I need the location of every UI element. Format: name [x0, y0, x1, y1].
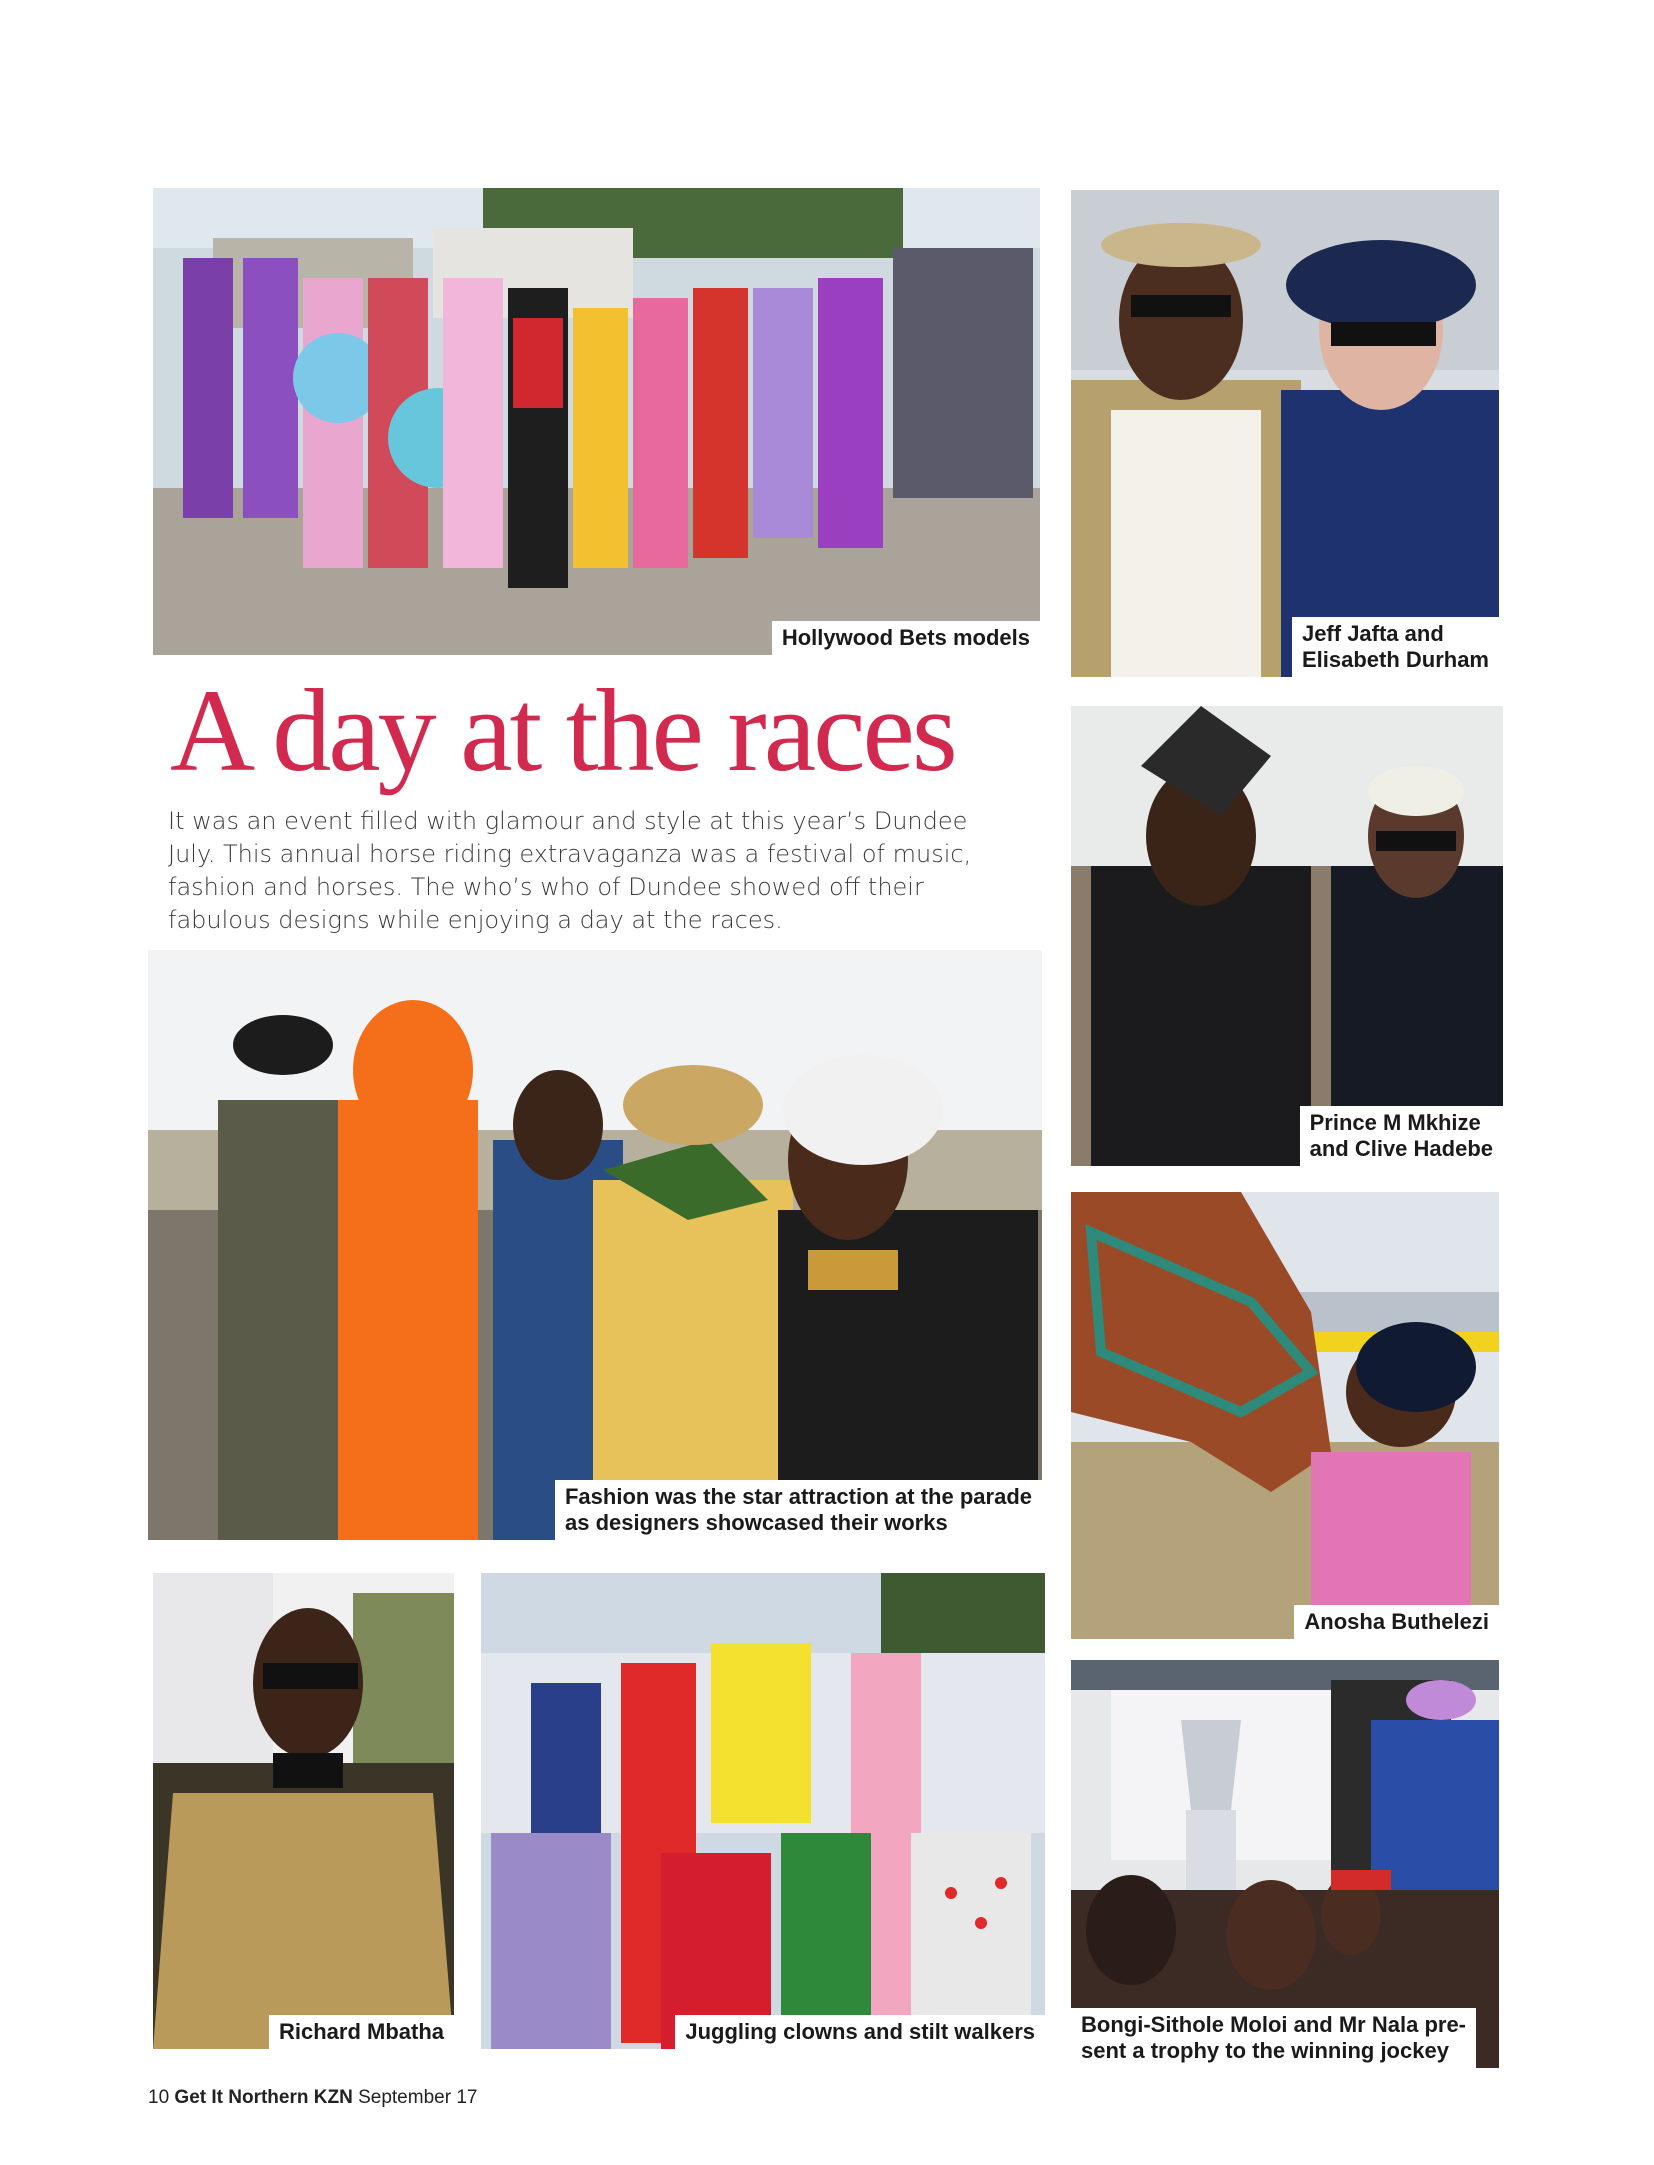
photo-mbatha-image [153, 1573, 454, 2049]
article-intro: It was an event filled with glamour and style at this year’s Dundee July. This annual horse riding extravaganza was a festival of music, fashion and horses. The who’s who of Dundee showed off their fabulous designs while enjoying a day at the races. [168, 807, 972, 934]
caption-line-2: as designers showcased their works [564, 1510, 948, 1535]
caption-juggling-clowns: Juggling clowns and stilt walkers [675, 2015, 1045, 2049]
photo-trophy-image [1071, 1660, 1499, 2068]
photo-mkhize-image [1071, 706, 1503, 1166]
caption-trophy-presentation [1071, 2008, 1476, 2068]
caption-line-1: Jeff Jafta and [1301, 621, 1444, 646]
photo-trophy-presentation [1071, 1660, 1499, 2068]
photo-models-image [153, 188, 1040, 655]
caption-prince-mkhize-clive-hadebe [1300, 1106, 1503, 1166]
article-headline: A day at the races [170, 665, 955, 796]
publication-name: Get It Northern KZN [174, 2087, 353, 2108]
issue-date: September 17 [358, 2087, 478, 2108]
caption-line-2: sent a trophy to the winning jockey [1081, 2038, 1449, 2063]
caption-jeff-jafta-elisabeth-durham [1292, 617, 1499, 677]
photo-clowns-image [481, 1573, 1045, 2049]
page-footer [148, 2087, 477, 2109]
photo-jeff-jafta-elisabeth-durham [1071, 190, 1499, 677]
photo-hollywood-bets-models [153, 188, 1040, 655]
photo-richard-mbatha [153, 1573, 454, 2049]
photo-jafta-image [1071, 190, 1499, 677]
photo-fashion-parade [148, 950, 1042, 1540]
caption-line-2: and Clive Hadebe [1309, 1136, 1493, 1161]
page-number: 10 [148, 2087, 170, 2108]
caption-line-2: Elisabeth Durham [1301, 647, 1489, 672]
photo-juggling-clowns [481, 1573, 1045, 2049]
caption-hollywood-bets-models: Hollywood Bets models [772, 621, 1040, 655]
photo-prince-mkhize-clive-hadebe [1071, 706, 1503, 1166]
photo-fashion-image [148, 950, 1042, 1540]
caption-line-1: Fashion was the star attraction at the parade [564, 1484, 1032, 1509]
caption-fashion-parade [555, 1480, 1042, 1540]
photo-buthelezi-image [1071, 1192, 1499, 1639]
caption-richard-mbatha: Richard Mbatha [269, 2015, 454, 2049]
caption-line-1: Prince M Mkhize [1309, 1110, 1481, 1135]
caption-line-1: Bongi-Sithole Moloi and Mr Nala pre- [1081, 2012, 1466, 2037]
photo-anosha-buthelezi [1071, 1192, 1499, 1639]
caption-anosha-buthelezi: Anosha Buthelezi [1294, 1605, 1499, 1639]
